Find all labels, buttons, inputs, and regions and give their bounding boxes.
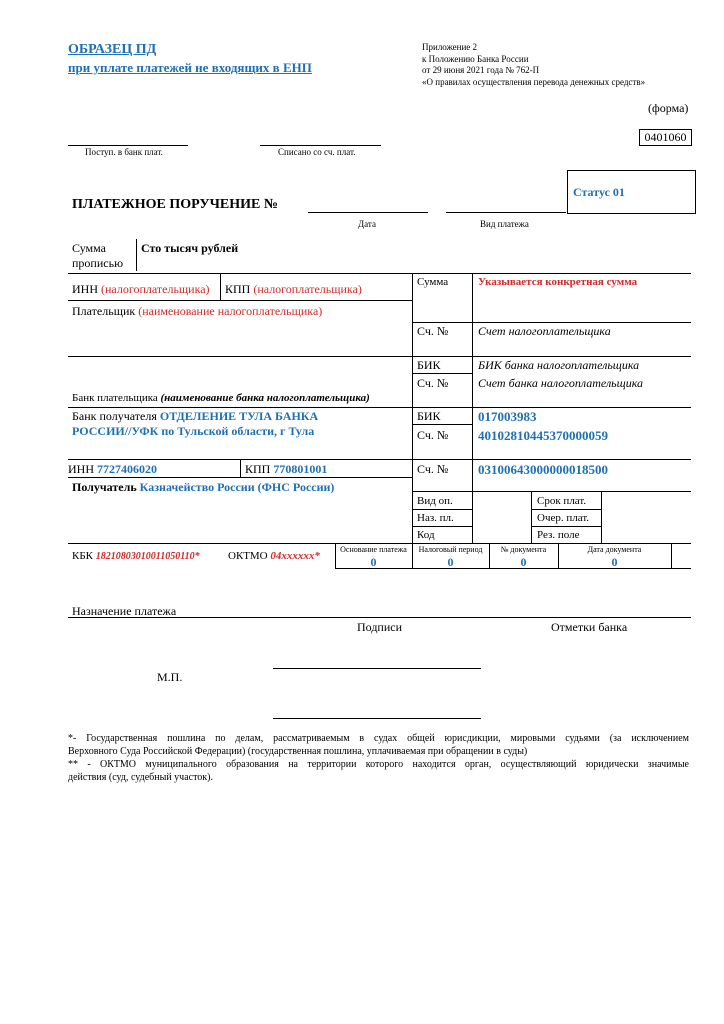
- payee-inn-value: 7727406020: [97, 462, 157, 476]
- kbk-value: 18210803010011050110*: [95, 551, 200, 562]
- payee-bank-bik-label: БИК: [417, 409, 441, 423]
- payer-bank-account-value: Счет банка налогоплательщика: [478, 376, 644, 390]
- footnote-2-line1: ** - ОКТМО муниципального образования на территории которого находится орган, осуществляющий юридически значимые: [68, 759, 689, 770]
- amount-words-label-1: Сумма: [72, 241, 106, 255]
- payer-name-label: Плательщик: [72, 304, 136, 318]
- payer-bank-account-label: Сч. №: [417, 376, 449, 390]
- amount-words-divider: [136, 239, 137, 271]
- received-label: Поступ. в банк плат.: [85, 147, 163, 157]
- payer-account-label: Сч. №: [417, 324, 449, 338]
- payee-kpp-label: КПП: [245, 462, 271, 476]
- code-op-type: Вид оп.: [417, 495, 453, 507]
- form-code: 0401060: [639, 129, 692, 146]
- grid-vline-inn-kpp: [220, 273, 221, 300]
- payer-bank: [72, 392, 370, 404]
- appendix-line3: от 29 июня 2021 года № 762-П: [422, 65, 540, 75]
- payee-bank-name-1: ОТДЕЛЕНИЕ ТУЛА БАНКА: [159, 409, 319, 423]
- grid-vline-value: [472, 273, 473, 543]
- grid-vline-codes-right: [601, 491, 602, 543]
- footnote-1-line2: Верховного Суда Российской Федерации) (государственная пошлина, уплачиваемая при обращении в суды): [68, 746, 528, 757]
- debited-line: [260, 145, 381, 146]
- grid-vline-codes: [531, 491, 532, 543]
- grid-vline-docdate: [671, 543, 672, 568]
- grid-line-top: [68, 273, 691, 274]
- grid-line-codes-2: [412, 526, 472, 527]
- payee-name-label: Получатель: [72, 480, 137, 494]
- grid-vline-payee-inn-kpp: [240, 459, 241, 477]
- amount-words-value: Сто тысяч рублей: [141, 241, 239, 255]
- payee-bank-bik-value: 017003983: [478, 409, 537, 424]
- appendix-line4: «О правилах осуществления перевода денежных средств»: [422, 77, 646, 87]
- amount-label: Сумма: [417, 276, 449, 288]
- footnote-1-line1: *- Государственная пошлина по делам, рассматриваемым в судах общей юрисдикции, мировыми судьями (за исключением: [68, 733, 689, 744]
- date-line: [308, 212, 428, 213]
- payee-inn-label: ИНН: [68, 462, 94, 476]
- kbk-field: [72, 550, 200, 562]
- payee-account-label: Сч. №: [417, 462, 449, 476]
- received-line: [68, 145, 188, 146]
- doc-num-value: 0: [520, 555, 527, 569]
- grid-vline-main: [412, 273, 413, 568]
- purpose-line: [68, 617, 691, 618]
- grid-line-payee-account: [412, 491, 691, 492]
- grid-line-payer-bik: [412, 373, 472, 374]
- oktmo-field: [228, 550, 320, 562]
- period-value: 0: [447, 555, 454, 569]
- oktmo-value: 04xxxxxx*: [270, 550, 320, 562]
- status-value: Статус 01: [573, 185, 625, 199]
- code-order: Очер. плат.: [537, 512, 590, 524]
- payer-kpp: [225, 282, 362, 297]
- payer-bank-value: (наименование банка налогоплательщика): [160, 392, 370, 404]
- payee-inn: [68, 462, 157, 477]
- grid-line-payee-bank: [68, 459, 691, 460]
- grid-line-codes-1: [412, 509, 472, 510]
- amount-words-label-2: прописью: [72, 256, 124, 270]
- sample-subtitle: при уплате платежей не входящих в ЕНП: [68, 60, 312, 75]
- appendix-line1: Приложение 2: [422, 42, 478, 52]
- payee-bank-name-2: РОССИИ//УФК по Тульской области, г Тула: [72, 424, 315, 438]
- kbk-label: КБК: [72, 550, 93, 562]
- basis-value: 0: [370, 555, 377, 569]
- payer-kpp-label: КПП: [225, 282, 251, 296]
- order-title: ПЛАТЕЖНОЕ ПОРУЧЕНИЕ №: [72, 197, 278, 212]
- basis-label: Основание платежа: [340, 545, 407, 554]
- grid-line-codes-2b: [531, 526, 601, 527]
- code-pay-term: Срок плат.: [537, 495, 587, 507]
- payee-name: [72, 480, 334, 495]
- period-label: Налоговый период: [418, 545, 483, 554]
- grid-line-sum: [412, 322, 691, 323]
- amount-value: Указывается конкретная сумма: [478, 276, 638, 288]
- footnote-2-line2: действия (суд, судебный участок).: [68, 772, 213, 783]
- payer-bank-label: Банк плательщика: [72, 392, 158, 404]
- payee-kpp: [245, 462, 327, 477]
- payment-type-label: Вид платежа: [480, 219, 529, 229]
- payee-account-value: 03100643000000018500: [478, 462, 608, 477]
- grid-line-tax-top: [68, 543, 691, 544]
- doc-date-label: Дата документа: [587, 545, 642, 554]
- sample-title: ОБРАЗЕЦ ПД: [68, 42, 157, 57]
- debited-label: Списано со сч. плат.: [278, 147, 356, 157]
- code-code: Код: [417, 529, 435, 541]
- oktmo-label: ОКТМО: [228, 550, 268, 562]
- date-label: Дата: [358, 219, 376, 229]
- grid-line-payer: [68, 356, 691, 357]
- payer-kpp-value: (налогоплательщика): [253, 282, 362, 296]
- payee-bank-label: Банк получателя: [72, 409, 157, 423]
- grid-line-payer-inn: [68, 300, 412, 301]
- grid-line-payee-bik: [412, 424, 472, 425]
- payment-type-line: [446, 212, 566, 213]
- form-label: (форма): [648, 101, 689, 115]
- payer-bank-bik-value: БИК банка налогоплательщика: [478, 358, 640, 372]
- payee-name-value: Казначейство России (ФНС России): [139, 480, 335, 494]
- signature-line-1: [273, 668, 481, 669]
- bank-notes-label: Отметки банка: [551, 620, 628, 634]
- code-reserve: Рез. поле: [537, 529, 580, 541]
- doc-num-label: № документа: [500, 545, 547, 554]
- payer-inn-value: (налогоплательщика): [101, 282, 210, 296]
- payer-inn: [72, 282, 210, 297]
- code-purpose: Наз. пл.: [417, 512, 454, 524]
- payee-kpp-value: 770801001: [273, 462, 328, 476]
- payer-name-value: (наименование налогоплательщика): [138, 304, 323, 318]
- grid-line-payee-inn: [68, 477, 412, 478]
- payer-account-value: Счет налогоплательщика: [478, 324, 611, 338]
- payer-name: [72, 304, 322, 319]
- appendix-line2: к Положению Банка России: [422, 54, 529, 64]
- payee-bank-account-label: Сч. №: [417, 428, 449, 442]
- signatures-label: Подписи: [357, 620, 403, 634]
- stamp-label: М.П.: [157, 670, 183, 684]
- payee-bank-line1: [72, 409, 318, 424]
- payee-bank-account-value: 40102810445370000059: [478, 428, 608, 443]
- signature-line-2: [273, 718, 481, 719]
- payer-inn-label: ИНН: [72, 282, 98, 296]
- doc-date-value: 0: [611, 555, 618, 569]
- grid-line-payer-bank: [68, 407, 691, 408]
- purpose-label: Назначение платежа: [72, 604, 177, 618]
- payer-bank-bik-label: БИК: [417, 358, 441, 372]
- grid-line-codes-1b: [531, 509, 601, 510]
